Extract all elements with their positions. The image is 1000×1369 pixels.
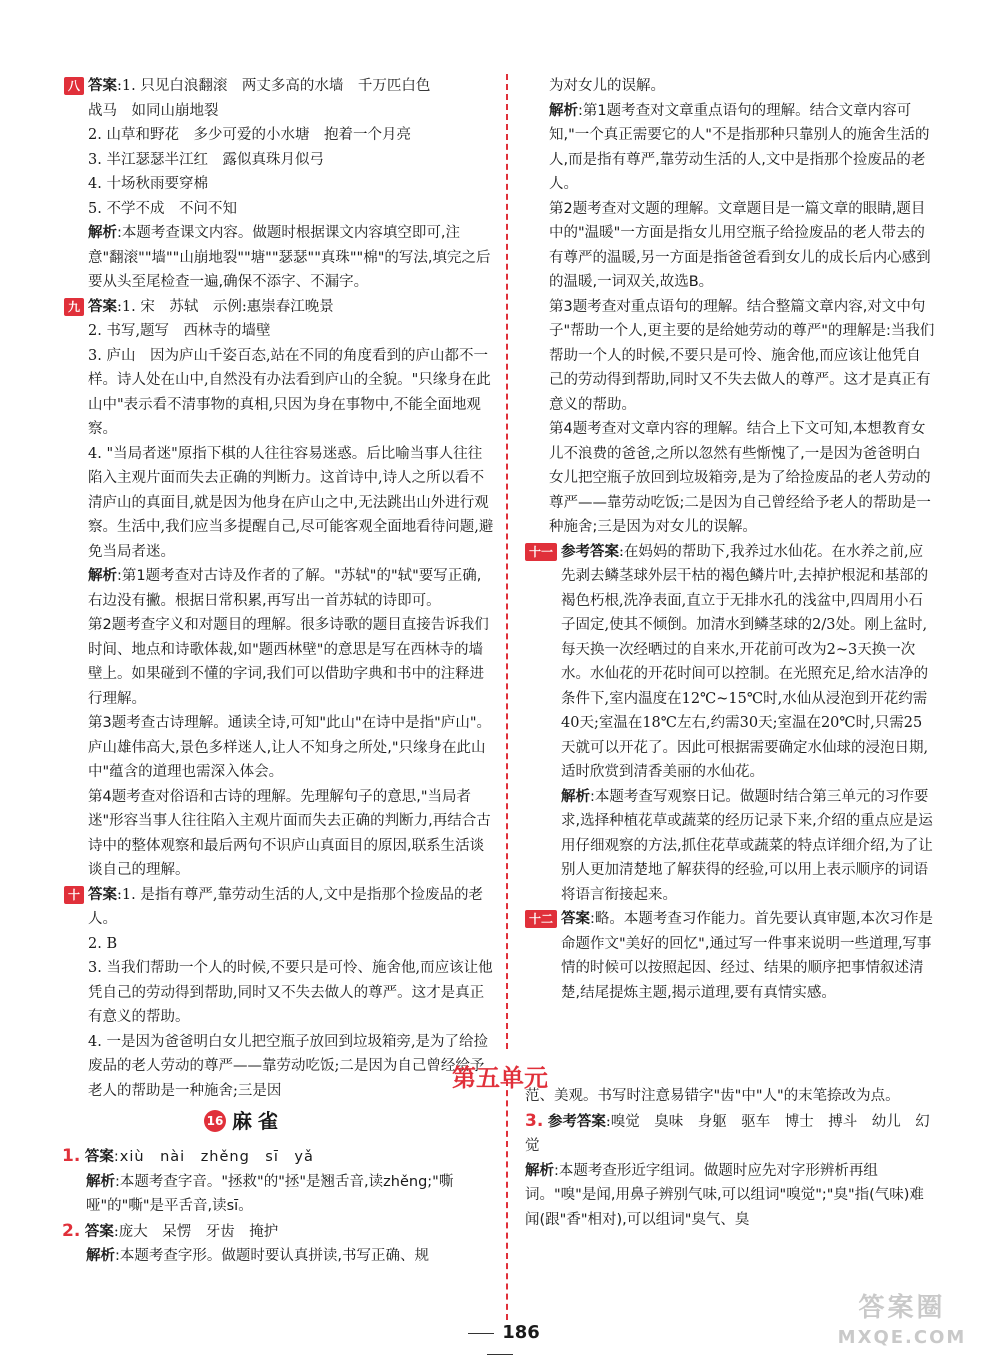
- answer-line: 4. 十场秋雨要穿棉: [88, 176, 208, 192]
- answer-line: :1. 只见白浪翻滚 两丈多高的水墙 千万匹白色: [117, 78, 431, 94]
- analysis-text: :本题考查字音。"拯救"的"拯"是翘舌音,读zhěng;"嘶哑"的"嘶"是平舌音,读sī。: [86, 1173, 454, 1214]
- analysis-paragraph: 第4题考查对文章内容的理解。结合上下文可知,本想教育女儿不浪费的爸爸,之所以忽然有些惭愧了,一是因为爸爸明白女儿把空瓶子放回到垃圾箱旁,是为了给捡废品的老人劳动的尊严——靠劳动吃饭;二是因为自己曾经给予老人的帮助是一种施舍;三是因为对女儿的误解。: [549, 421, 931, 535]
- answer-line: 2. 山草和野花 多少可爱的小水塘 抱着一个月亮: [88, 127, 411, 143]
- analysis-paragraph: 第3题考查古诗理解。通读全诗,可知"此山"在诗中是指"庐山"。庐山雄伟高大,景色多样迷人,让人不知身之所处,"只缘身在此山中"蕴含的道理也需深入体会。: [88, 715, 492, 780]
- analysis-paragraph: 第2题考查对文题的理解。文章题目是一篇文章的眼睛,题目中的"温暖"一方面是指女儿用空瓶子给捡废品的老人带去的有尊严的温暖,另一方面是指爸爸看到女儿的成长后内心感到的温暖,一词双关,故选B。: [549, 200, 931, 290]
- answer-line: 2. 书写,题写 西林寺的墙壁: [88, 323, 271, 339]
- answer-label: 答案: [88, 298, 117, 315]
- watermark-url: MXQE.COM: [837, 1327, 967, 1348]
- answer-line: 4. 一是因为爸爸明白女儿把空瓶子放回到垃圾箱旁,是为了给捡废品的老人劳动的尊严——靠劳动吃饭;二是因为自己曾经给予老人的帮助是一种施舍;三是因: [88, 1033, 489, 1099]
- question-number: 3.: [525, 1110, 544, 1131]
- lesson-question-2: [62, 1219, 494, 1269]
- analysis-label: 解析: [549, 102, 578, 119]
- unit-title: 第五单元: [452, 1064, 548, 1092]
- answer-line: 5. 不学不成 不问不知: [88, 200, 237, 217]
- watermark-logo: [812, 1290, 992, 1360]
- question-12-block: [525, 907, 935, 1005]
- question-10-continued: [525, 74, 935, 540]
- column-divider-lower: [506, 1080, 508, 1320]
- page-number-rule-right: [487, 1354, 513, 1355]
- lesson-name: 麻雀: [232, 1108, 284, 1133]
- answer-line: :1. 宋 苏轼 示例:惠崇春江晚景: [117, 298, 334, 315]
- question-8-block: [64, 74, 494, 295]
- answer-label: 答案: [84, 1149, 114, 1165]
- analysis-text: :第1题考查对文章重点语句的理解。结合文章内容可知,"一个真正需要它的人"不是指那种只靠别人的施舍生活的人,而是指有尊严,靠劳动生活的人,文中是指那个捡废品的老人。: [549, 102, 930, 192]
- analysis-text: :本题考查写观察日记。做题时结合第三单元的习作要求,选择种植花草或蔬菜的经历记录下来,介绍的重点应是运用仔细观察的方法,抓住花草或蔬菜的特点详细介绍,为了让别人更加清楚地了解获得的经验,可以用上表示顺序的词语将语言衔接起来。: [561, 788, 933, 903]
- analysis-label: 解析: [88, 225, 117, 241]
- answer-label: 答案: [88, 78, 117, 94]
- analysis-text: :本题考查课文内容。做题时根据课文内容填空即可,注意"翻滚""墙""山崩地裂""塘""瑟瑟""真珠""棉"的写法,填完之后要从头至尾检查一遍,确保不添字、不漏字。: [88, 225, 491, 290]
- lesson-number-badge: 16: [204, 1110, 226, 1132]
- analysis-continued: 范、美观。书写时注意易错字"齿"中"人"的末笔捺改为点。: [525, 1088, 900, 1104]
- analysis-label: 解析: [88, 568, 117, 584]
- answer-line: 4. "当局者迷"原指下棋的人往往容易迷惑。后比喻当事人往往陷入主观片面而失去正确的判断力。这首诗中,诗人之所以看不清庐山的真面目,就是因为他身在庐山之中,无法跳出山外进行观察。生活中,我们应当多提醒自己,尽可能客观全面地看待问题,避免当局者迷。: [88, 445, 494, 560]
- watermark-title: 答案圈: [858, 1293, 946, 1323]
- answer-label: 参考答案: [547, 1113, 606, 1130]
- lesson-question-1: [62, 1144, 494, 1219]
- answer-label: 答案: [561, 911, 590, 927]
- question-badge-12: 十二: [525, 910, 557, 928]
- analysis-label: 解析: [86, 1248, 115, 1264]
- answer-line: 战马 如同山崩地裂: [88, 102, 219, 119]
- analysis-paragraph: 第3题考查对重点语句的理解。结合整篇文章内容,对文中句子"帮助一个人,更主要的是给她劳动的尊严"的理解是:当我们帮助一个人的时候,不要只是可怜、施舍他,而应该让他凭自己的劳动得到帮助,同时又不失去做人的尊严。这才是真正有意义的帮助。: [549, 298, 935, 413]
- question-badge-9: 九: [64, 298, 84, 316]
- question-11-block: [525, 540, 935, 908]
- question-number: 1.: [62, 1146, 81, 1166]
- answer-label: 答案: [84, 1223, 114, 1240]
- left-column: [64, 74, 494, 1103]
- question-number: 2.: [62, 1220, 81, 1241]
- page-number-rule-left: [468, 1333, 494, 1334]
- lesson-title: [204, 1104, 494, 1138]
- analysis-text: :本题考查形近字组词。做题时应先对字形辨析再组词。"嗅"是闻,用鼻子辨别气味,可以组词"嗅觉";"臭"指(气味)难闻(跟"香"相对),可以组词"臭气、臭: [525, 1162, 924, 1228]
- answer-line: 3. 当我们帮助一个人的时候,不要只是可怜、施舍他,而应该让他凭自己的劳动得到帮助,同时又不失去做人的尊严。这才是真正有意义的帮助。: [88, 960, 493, 1025]
- page-number-text: 186: [502, 1322, 540, 1343]
- answer-line: 2. B: [88, 935, 118, 952]
- answer-text: :略。本题考查习作能力。首先要认真审题,本次习作是命题作文"美好的回忆",通过写一件事来说明一些道理,写事情的时候可以按照起因、经过、结果的顺序把事情叙述清楚,结尾提炼主题,揭示道理,要有真情实感。: [561, 911, 933, 1001]
- analysis-paragraph: 第2题考查字义和对题目的理解。很多诗歌的题目直接告诉我们时间、地点和诗歌体裁,如"题西林壁"的意思是写在西林寺的墙壁上。如果碰到不懂的字词,我们可以借助字典和书中的注释进行理解。: [88, 617, 489, 707]
- right-column: [525, 74, 935, 1005]
- question-badge-8: 八: [64, 77, 84, 95]
- analysis-label: 解析: [525, 1162, 554, 1179]
- answer-line: 为对女儿的误解。: [549, 78, 665, 94]
- answer-text: :在妈妈的帮助下,我养过水仙花。在水养之前,应先剥去鳞茎球外层干枯的褐色鳞片叶,去掉护根泥和基部的褐色朽根,洗净表面,直立于无排水孔的浅盆中,四周用小石子固定,使其不倾倒。加清水到鳞茎球的2/3处。刚上盆时,每天换一次经晒过的自来水,开花前可改为2~3天换一次水。水仙花的开花时间可以控制。在光照充足,给水洁净的条件下,室内温度在12℃~15℃时,水仙从浸泡到开花约需40天;室温在18℃左右,约需30天;室温在20℃时,只需25天就可以开花了。因此可根据需要确定水仙球的浸泡日期,适时欣赏到清香美丽的水仙花。: [561, 543, 929, 780]
- lower-left-column: [62, 1104, 494, 1269]
- page-number: [440, 1322, 560, 1364]
- pinyin-answer: :xiù nài zhěng sī yǎ: [113, 1149, 314, 1165]
- lesson-question-3: [525, 1109, 935, 1233]
- question-badge-11: 十一: [525, 543, 557, 561]
- lower-right-column: [525, 1084, 935, 1232]
- answer-text: :嗅觉 臭味 身躯 驱车 博士 搏斗 幼儿 幻觉: [525, 1113, 930, 1154]
- question-9-block: [64, 295, 494, 883]
- analysis-label: 解析: [86, 1173, 115, 1190]
- question-badge-10: 十: [64, 886, 84, 904]
- answer-line: 3. 庐山 因为庐山千姿百态,站在不同的角度看到的庐山都不一样。诗人处在山中,自然没有办法看到庐山的全貌。"只缘身在此山中"表示看不清事物的真相,只因为身在事物中,不能全面地观察。: [88, 347, 491, 437]
- answer-line: 3. 半江瑟瑟半江红 露似真珠月似弓: [88, 151, 324, 168]
- analysis-paragraph: 第4题考查对俗语和古诗的理解。先理解句子的意思,"当局者迷"形容当事人往往陷入主观片面而失去正确的判断力,再结合古诗中的整体观察和最后两句不识庐山真面目的原因,联系生活谈谈自己的理解。: [88, 788, 491, 878]
- analysis-label: 解析: [561, 788, 590, 805]
- answer-line: :1. 是指有尊严,靠劳动生活的人,文中是指那个捡废品的老人。: [88, 886, 484, 927]
- answer-label: 参考答案: [561, 543, 619, 560]
- analysis-text: :第1题考查对古诗及作者的了解。"苏轼"的"轼"要写正确,右边没有撇。根据日常积累,再写出一首苏轼的诗即可。: [88, 568, 482, 609]
- answer-label: 答案: [88, 886, 117, 903]
- analysis-text: :本题考查字形。做题时要认真拼读,书写正确、规: [115, 1248, 429, 1264]
- column-divider: [506, 74, 508, 1049]
- answer-text: :庞大 呆愣 牙齿 掩护: [113, 1223, 279, 1240]
